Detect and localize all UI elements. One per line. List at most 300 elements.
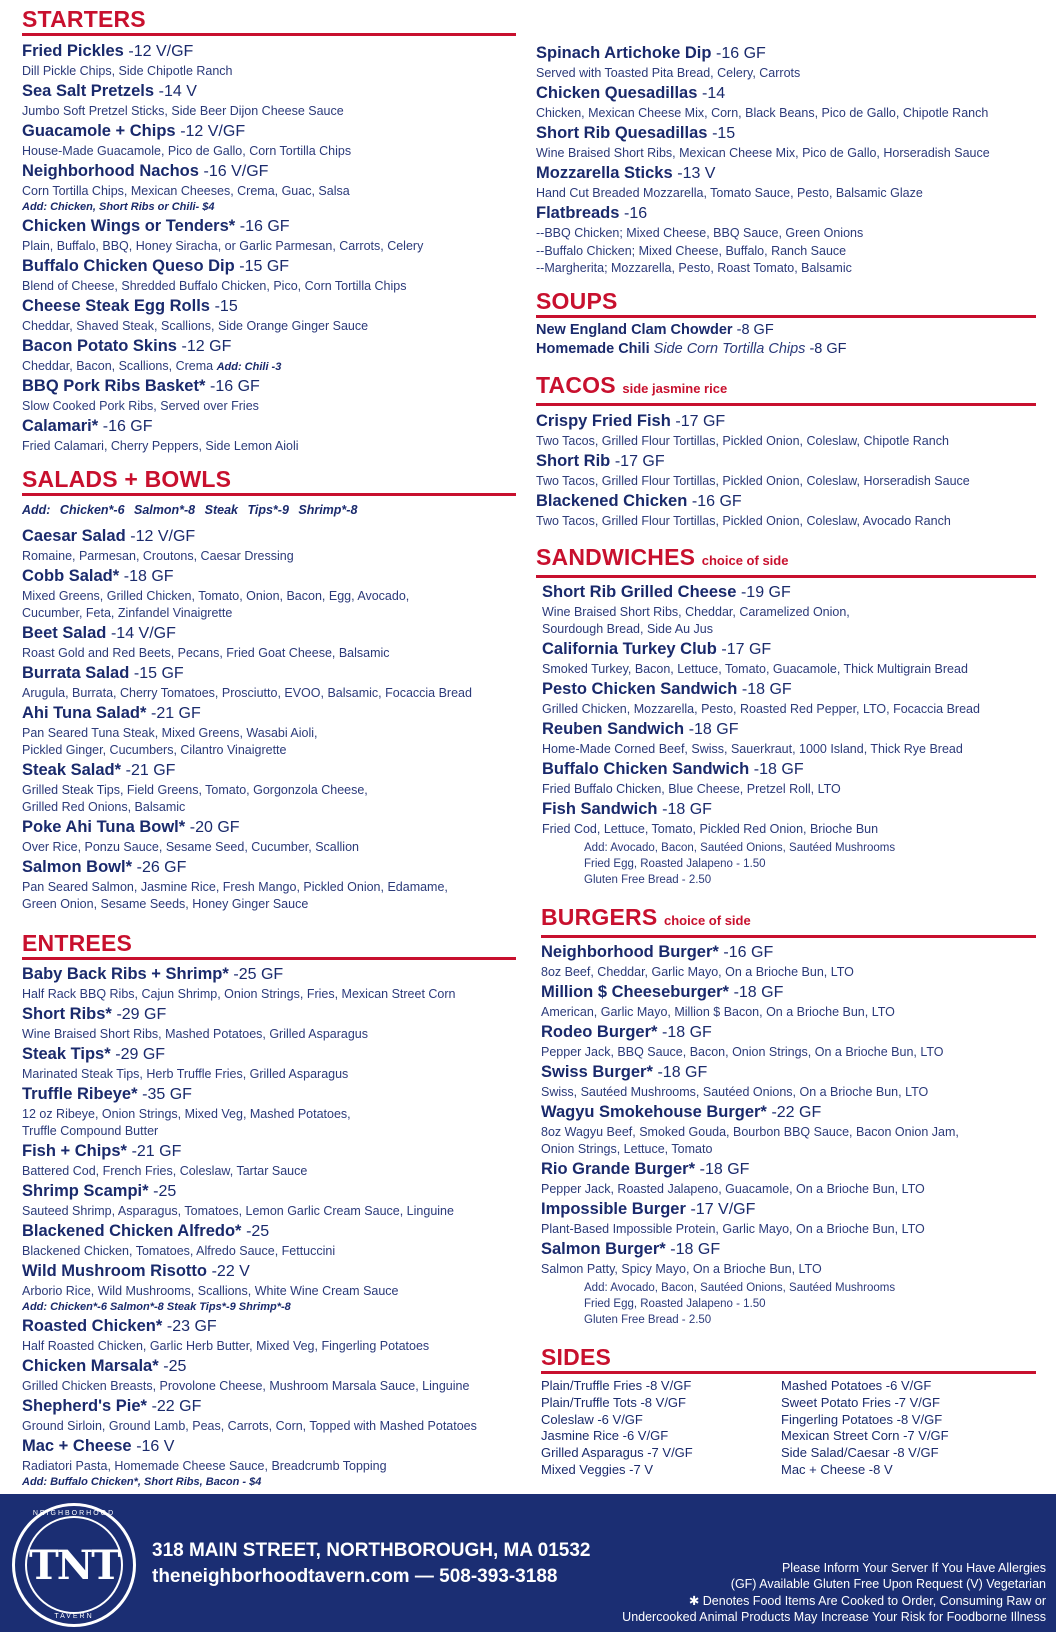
item-description-text: Slow Cooked Pork Ribs, Served over Fries: [22, 399, 259, 413]
item-description: [541, 1221, 1036, 1238]
contact-block: [152, 1538, 591, 1590]
item-header: [22, 856, 516, 879]
item-description-text: Wine Braised Short Ribs, Mexican Cheese Mix, Pico de Gallo, Horseradish Sauce: [536, 146, 990, 160]
item-header: [542, 678, 1036, 701]
item-description-text: Grilled Chicken, Mozzarella, Pesto, Roasted Red Pepper, LTO, Focaccia Bread: [542, 702, 980, 716]
item-description: [22, 1418, 516, 1435]
item-header: [22, 1043, 516, 1066]
tavern-logo: [12, 1503, 136, 1627]
item-description: [22, 1243, 516, 1260]
item-price: -17 GF: [675, 413, 726, 430]
item-price: -22 GF: [771, 1104, 822, 1121]
item-description: [542, 701, 1036, 718]
item-header: [22, 1220, 516, 1243]
menu-item: [22, 816, 516, 856]
item-name: Baby Back Ribs + Shrimp*: [22, 965, 229, 983]
item-description: [22, 782, 516, 799]
item-price: -16: [624, 205, 648, 222]
item-addon: Add: Chicken, Short Ribs or Chili- $4: [22, 201, 215, 213]
item-header: [22, 1315, 516, 1338]
item-description: [536, 145, 1036, 162]
menu-item: [22, 525, 516, 565]
item-price: -21 GF: [131, 1143, 182, 1160]
menu-item: [542, 798, 1036, 838]
item-description: [22, 183, 516, 200]
soup-price: -8 GF: [736, 322, 774, 338]
item-name: Chicken Wings or Tenders*: [22, 217, 236, 235]
item-description: [22, 1106, 516, 1123]
item-description: [22, 645, 516, 662]
item-header: [22, 295, 516, 318]
item-description: [22, 318, 516, 335]
item-header: [541, 1101, 1036, 1124]
item-price: -29 GF: [116, 1006, 167, 1023]
flatbread-option: --Margherita; Mozzarella, Pesto, Roast Tomato, Balsamic: [536, 261, 852, 275]
item-description-text: Pepper Jack, BBQ Sauce, Bacon, Onion Strings, On a Brioche Bun, LTO: [541, 1045, 944, 1059]
item-description-text: Salmon Patty, Spicy Mayo, On a Brioche Bun, LTO: [541, 1262, 822, 1276]
logo-ring-text: NEIGHBORHOOD: [32, 1510, 116, 1517]
item-description-text: Served with Toasted Pita Bread, Celery, Carrots: [536, 66, 801, 80]
item-description-text: House-Made Guacamole, Pico de Gallo, Corn Tortilla Chips: [22, 144, 352, 158]
section-title: [536, 544, 1036, 578]
menu-item: [22, 1260, 516, 1315]
item-price: -18 GF: [657, 1064, 708, 1081]
item-header: [541, 941, 1036, 964]
sandwiches-section: [536, 544, 1036, 888]
menu-item: [22, 80, 516, 120]
item-name: Guacamole + Chips: [22, 122, 176, 140]
sides-column-right: [781, 1378, 1021, 1479]
item-price: -14 V/GF: [110, 625, 176, 642]
menu-item: [22, 335, 516, 375]
section-title: [541, 904, 1036, 938]
item-description-text: Cheddar, Shaved Steak, Scallions, Side Orange Ginger Sauce: [22, 319, 369, 333]
soup-item: [536, 340, 1036, 359]
item-description-text: Two Tacos, Grilled Flour Tortillas, Pickled Onion, Coleslaw, Chipotle Ranch: [536, 434, 949, 448]
item-description-text: Plant-Based Impossible Protein, Garlic Mayo, On a Brioche Bun, LTO: [541, 1222, 925, 1236]
menu-item: [22, 1435, 516, 1490]
item-name: Poke Ahi Tuna Bowl*: [22, 818, 186, 836]
item-description: Sourdough Bread, Side Au Jus: [542, 622, 713, 636]
menu-item: [536, 122, 1036, 162]
item-price: -16 V: [136, 1438, 175, 1455]
item-header: [22, 1260, 516, 1283]
item-price: -16 GF: [239, 218, 290, 235]
item-price: -26 GF: [136, 859, 187, 876]
website-phone[interactable]: theneighborhoodtavern.com — 508-393-3188: [152, 1566, 558, 1587]
menu-item: [536, 450, 1036, 490]
menu-item: [22, 215, 516, 255]
item-price: -18 GF: [662, 801, 712, 818]
menu-item: [22, 662, 516, 702]
menu-item: [22, 1180, 516, 1220]
menu-list: [22, 960, 516, 1490]
item-header: [22, 1180, 516, 1203]
menu-item: [22, 622, 516, 662]
item-name: Chicken Quesadillas: [536, 84, 698, 102]
item-description-text: Wine Braised Short Ribs, Cheddar, Caramelized Onion,: [542, 605, 850, 619]
item-price: -18 GF: [741, 681, 792, 698]
item-header: [541, 1061, 1036, 1084]
item-header: [22, 1083, 516, 1106]
item-header: [22, 1355, 516, 1378]
address: 318 MAIN STREET, NORTHBOROUGH, MA 01532: [152, 1540, 591, 1561]
flatbread-option: --Buffalo Chicken; Mixed Cheese, Buffalo, Ranch Sauce: [536, 243, 847, 258]
menu-item: [22, 40, 516, 80]
addon-note: Gluten Free Bread - 2.50: [584, 874, 712, 886]
item-header: [541, 981, 1036, 1004]
item-description-text: Pepper Jack, Roasted Jalapeno, Guacamole, On a Brioche Bun, LTO: [541, 1182, 925, 1196]
item-description: Onion Strings, Lettuce, Tomato: [541, 1142, 713, 1156]
section-subtitle: choice of side: [701, 553, 789, 568]
item-price: -14: [702, 85, 726, 102]
addon-note: Fried Egg, Roasted Jalapeno - 1.50: [584, 858, 766, 870]
item-description: [22, 143, 516, 160]
soup-price: -8 GF: [809, 341, 847, 357]
item-header: [22, 255, 516, 278]
tacos-section: [536, 372, 1036, 530]
menu-item: [541, 1101, 1036, 1158]
menu-item: [536, 42, 1036, 82]
logo-letters: TNT: [28, 1541, 120, 1589]
item-header: [22, 415, 516, 438]
item-description-text: 8oz Beef, Cheddar, Garlic Mayo, On a Brioche Bun, LTO: [541, 965, 854, 979]
menu-item: [542, 758, 1036, 798]
menu-item: [22, 1220, 516, 1260]
menu-item: [541, 1198, 1036, 1238]
section-title: ENTREES: [22, 930, 516, 960]
item-header: [22, 622, 516, 645]
item-description-text: Home-Made Corned Beef, Swiss, Sauerkraut, 1000 Island, Thick Rye Bread: [542, 742, 963, 756]
item-header: [536, 490, 1036, 513]
item-description-text: 12 oz Ribeye, Onion Strings, Mixed Veg, Mashed Potatoes,: [22, 1107, 351, 1121]
item-price: -17 GF: [614, 453, 665, 470]
item-description: [542, 781, 1036, 798]
side-item: Coleslaw -6 V/GF: [541, 1411, 643, 1427]
item-description: [541, 1124, 1036, 1141]
item-price: -25: [153, 1183, 177, 1200]
item-description: [536, 185, 1036, 202]
side-item: Plain/Truffle Tots -8 V/GF: [541, 1394, 686, 1410]
item-header: [22, 759, 516, 782]
item-header: [22, 816, 516, 839]
item-description: [541, 1004, 1036, 1021]
item-price: -16 GF: [210, 378, 260, 395]
item-name: Short Ribs*: [22, 1005, 112, 1023]
item-description-text: Plain, Buffalo, BBQ, Honey Siracha, or Garlic Parmesan, Carrots, Celery: [22, 239, 424, 253]
item-description: [22, 238, 516, 255]
menu-item: [541, 1061, 1036, 1101]
item-price: -17 V/GF: [690, 1201, 756, 1218]
menu-item: [541, 1021, 1036, 1061]
item-name: Short Rib: [536, 452, 611, 470]
menu-item: [541, 1158, 1036, 1198]
side-item: Plain/Truffle Fries -8 V/GF: [541, 1378, 692, 1393]
item-header: [22, 662, 516, 685]
section-title-text: BURGERS: [541, 904, 658, 930]
menu-item: [22, 295, 516, 335]
flatbreads-item: [536, 202, 1036, 278]
item-description-text: Cheddar, Bacon, Scallions, Crema: [22, 359, 214, 373]
legal-line: (GF) Available Gluten Free Upon Request (V) Vegetarian: [730, 1577, 1046, 1592]
menu-list: [536, 406, 1036, 530]
item-price: -14 V: [158, 83, 197, 100]
menu-item: [22, 1315, 516, 1355]
item-header: [542, 718, 1036, 741]
item-description: Pickled Ginger, Cucumbers, Cilantro Vinaigrette: [22, 743, 287, 757]
menu-item: [542, 678, 1036, 718]
item-description: [541, 1044, 1036, 1061]
item-description-text: American, Garlic Mayo, Million $ Bacon, On a Brioche Bun, LTO: [541, 1005, 895, 1019]
item-description-text: Blend of Cheese, Shredded Buffalo Chicken, Pico, Corn Tortilla Chips: [22, 279, 407, 293]
item-description: [22, 685, 516, 702]
item-description-text: Two Tacos, Grilled Flour Tortillas, Pickled Onion, Coleslaw, Horseradish Sauce: [536, 474, 970, 488]
menu-item: [541, 941, 1036, 981]
addon-note: Gluten Free Bread - 2.50: [584, 1314, 712, 1326]
item-price: -22 V: [211, 1263, 250, 1280]
menu-item: [22, 1083, 516, 1140]
item-description-text: Half Roasted Chicken, Garlic Herb Butter, Mixed Veg, Fingerling Potatoes: [22, 1339, 430, 1353]
item-name: Mac + Cheese: [22, 1437, 132, 1455]
item-price: -12 V/GF: [128, 43, 194, 60]
item-header: [536, 42, 1036, 65]
item-description-text: Dill Pickle Chips, Side Chipotle Ranch: [22, 64, 233, 78]
item-description-text: Marinated Steak Tips, Herb Truffle Fries, Grilled Asparagus: [22, 1067, 349, 1081]
item-name: Short Rib Grilled Cheese: [542, 583, 737, 601]
section-title-text: SANDWICHES: [536, 544, 696, 570]
item-header: [536, 410, 1036, 433]
item-description: [22, 1203, 516, 1220]
item-price: -18 GF: [699, 1161, 750, 1178]
item-description-text: Pan Seared Salmon, Jasmine Rice, Fresh Mango, Pickled Onion, Edamame,: [22, 880, 448, 894]
item-description-text: Grilled Chicken Breasts, Provolone Cheese, Mushroom Marsala Sauce, Linguine: [22, 1379, 470, 1393]
item-header: [542, 638, 1036, 661]
item-name: Swiss Burger*: [541, 1063, 653, 1081]
item-price: -18 GF: [123, 568, 174, 585]
menu-item: [542, 718, 1036, 758]
item-description: [22, 438, 516, 455]
item-name: Truffle Ribeye*: [22, 1085, 138, 1103]
item-description: [542, 821, 1036, 838]
item-header: [22, 1435, 516, 1458]
item-name: Buffalo Chicken Queso Dip: [22, 257, 235, 275]
menu-item: [536, 410, 1036, 450]
item-header: [22, 335, 516, 358]
menu-item: [22, 963, 516, 1003]
menu-list: [22, 36, 516, 455]
legal-line: Please Inform Your Server If You Have Allergies: [781, 1561, 1046, 1575]
section-title: SALADS + BOWLS: [22, 466, 516, 496]
addon-note: Add: Chicken*-6 Salmon*-8 Steak Tips*-9 Shrimp*-8: [22, 503, 358, 517]
item-description: [536, 513, 1036, 530]
item-description-text: Corn Tortilla Chips, Mexican Cheeses, Crema, Guac, Salsa: [22, 184, 350, 198]
section-title: [536, 372, 1036, 406]
item-name: Fish + Chips*: [22, 1142, 127, 1160]
item-price: -23 GF: [166, 1318, 217, 1335]
item-price: -21 GF: [150, 705, 201, 722]
item-price: -16 V/GF: [203, 163, 269, 180]
item-description: [22, 398, 516, 415]
item-description-text: Fried Buffalo Chicken, Blue Cheese, Pretzel Roll, LTO: [542, 782, 841, 796]
item-price: -18 GF: [662, 1024, 712, 1041]
item-price: -15 GF: [239, 258, 290, 275]
item-name: Bacon Potato Skins: [22, 337, 177, 355]
allergy-notice: [622, 1560, 1046, 1626]
legal-line: Undercooked Animal Products May Increase Your Risk for Foodborne Illness: [622, 1610, 1046, 1625]
side-item: Fingerling Potatoes -8 V/GF: [781, 1411, 943, 1427]
item-price: -12 GF: [181, 338, 232, 355]
soups-section: [536, 288, 1036, 359]
item-name: Flatbreads: [536, 204, 620, 222]
item-description: [542, 741, 1036, 758]
item-description: [536, 473, 1036, 490]
item-description: [542, 661, 1036, 678]
item-header: [542, 581, 1036, 604]
item-description-text: Two Tacos, Grilled Flour Tortillas, Pickled Onion, Coleslaw, Avocado Ranch: [536, 514, 951, 528]
section-subtitle: choice of side: [664, 913, 751, 928]
item-description: [536, 433, 1036, 450]
section-title-text: TACOS: [536, 372, 616, 398]
item-header: [22, 375, 516, 398]
item-name: Rio Grande Burger*: [541, 1160, 696, 1178]
menu-item: [22, 1140, 516, 1180]
item-price: -16 GF: [716, 45, 766, 62]
menu-item: [541, 981, 1036, 1021]
item-price: -16 GF: [723, 944, 774, 961]
starters-continued: [536, 42, 1036, 278]
item-header: [22, 80, 516, 103]
menu-item: [22, 759, 516, 816]
soup-side: Side Corn Tortilla Chips: [653, 341, 806, 357]
item-name: BBQ Pork Ribs Basket*: [22, 377, 206, 395]
item-price: -12 V/GF: [180, 123, 246, 140]
item-name: Caesar Salad: [22, 527, 126, 545]
item-name: Burrata Salad: [22, 664, 130, 682]
item-description-text: Roast Gold and Red Beets, Pecans, Fried Goat Cheese, Balsamic: [22, 646, 390, 660]
item-name: Chicken Marsala*: [22, 1357, 159, 1375]
item-description: [22, 548, 516, 565]
item-header: [536, 450, 1036, 473]
item-addon: Add: Chicken*-6 Salmon*-8 Steak Tips*-9 Shrimp*-8: [22, 1301, 291, 1313]
item-name: Salmon Bowl*: [22, 858, 133, 876]
menu-item: [536, 82, 1036, 122]
item-description-text: Wine Braised Short Ribs, Mashed Potatoes, Grilled Asparagus: [22, 1027, 369, 1041]
menu-item: [22, 1395, 516, 1435]
item-description-text: Battered Cod, French Fries, Coleslaw, Tartar Sauce: [22, 1164, 308, 1178]
item-description: [541, 1181, 1036, 1198]
item-name: Cobb Salad*: [22, 567, 120, 585]
item-name: Steak Salad*: [22, 761, 122, 779]
item-price: -15: [214, 298, 238, 315]
item-name: Cheese Steak Egg Rolls: [22, 297, 210, 315]
item-header: [541, 1158, 1036, 1181]
item-description: Green Onion, Sesame Seeds, Honey Ginger Sauce: [22, 897, 309, 911]
item-description: [541, 1261, 1036, 1278]
item-name: Reuben Sandwich: [542, 720, 685, 738]
item-description: [22, 1458, 516, 1475]
flatbread-option: --BBQ Chicken; Mixed Cheese, BBQ Sauce, Green Onions: [536, 226, 864, 240]
salads-section: [22, 466, 516, 913]
item-name: California Turkey Club: [542, 640, 717, 658]
item-header: [541, 1021, 1036, 1044]
item-description-text: Mixed Greens, Grilled Chicken, Tomato, Onion, Bacon, Egg, Avocado,: [22, 589, 410, 603]
menu-item: [22, 1043, 516, 1083]
item-price: -18 GF: [733, 984, 784, 1001]
side-item: Sweet Potato Fries -7 V/GF: [781, 1394, 940, 1410]
item-name: Calamari*: [22, 417, 99, 435]
entrees-section: [22, 930, 516, 1490]
item-name: Neighborhood Burger*: [541, 943, 719, 961]
item-description: [22, 879, 516, 896]
item-addon: Add: Chili -3: [216, 361, 282, 373]
section-subtitle: side jasmine rice: [622, 381, 728, 396]
item-description: [22, 1026, 516, 1043]
item-description: [22, 358, 516, 375]
item-price: -35 GF: [142, 1086, 192, 1103]
item-description-text: Radiatori Pasta, Homemade Cheese Sauce, Breadcrumb Topping: [22, 1459, 387, 1473]
addon-note: Add: Avocado, Bacon, Sautéed Onions, Sautéed Mushrooms: [584, 842, 896, 854]
item-price: -25: [246, 1223, 270, 1240]
item-description-text: Grilled Steak Tips, Field Greens, Tomato, Gorgonzola Cheese,: [22, 783, 368, 797]
menu-item: [542, 638, 1036, 678]
item-description-text: 8oz Wagyu Beef, Smoked Gouda, Bourbon BBQ Sauce, Bacon Onion Jam,: [541, 1125, 959, 1139]
side-item: Side Salad/Caesar -8 V/GF: [781, 1445, 939, 1461]
item-description: Truffle Compound Butter: [22, 1124, 159, 1138]
menu-list: [536, 42, 1036, 202]
item-description: [536, 65, 1036, 82]
item-description: [541, 964, 1036, 981]
addon-notes: [536, 838, 1036, 888]
item-price: -18 GF: [753, 761, 804, 778]
item-description-text: Jumbo Soft Pretzel Sticks, Side Beer Dijon Cheese Sauce: [22, 104, 344, 118]
item-description-text: Ground Sirloin, Ground Lamb, Peas, Carrots, Corn, Topped with Mashed Potatoes: [22, 1419, 477, 1433]
item-header: [22, 702, 516, 725]
sides-column-left: [541, 1378, 781, 1479]
item-price: -16 GF: [691, 493, 742, 510]
section-title: STARTERS: [22, 6, 516, 36]
item-description: [22, 588, 516, 605]
menu-item: [22, 702, 516, 759]
item-description-text: Sauteed Shrimp, Asparagus, Tomatoes, Lemon Garlic Cream Sauce, Linguine: [22, 1204, 454, 1218]
item-name: Sea Salt Pretzels: [22, 82, 155, 100]
item-header: [541, 1198, 1036, 1221]
item-price: -18 GF: [688, 721, 739, 738]
menu-item: [542, 581, 1036, 638]
item-name: Pesto Chicken Sandwich: [542, 680, 738, 698]
side-item: Jasmine Rice -6 V/GF: [541, 1428, 669, 1444]
item-name: Fish Sandwich: [542, 800, 658, 818]
item-header: [22, 963, 516, 986]
item-header: [22, 1140, 516, 1163]
item-addon: Add: Buffalo Chicken*, Short Ribs, Bacon - $4: [22, 1476, 262, 1488]
soup-name: New England Clam Chowder: [536, 322, 733, 338]
item-name: Roasted Chicken*: [22, 1317, 163, 1335]
item-description-text: Over Rice, Ponzu Sauce, Sesame Seed, Cucumber, Scallion: [22, 840, 359, 854]
item-name: Neighborhood Nachos: [22, 162, 199, 180]
item-name: Blackened Chicken Alfredo*: [22, 1222, 242, 1240]
item-name: Blackened Chicken: [536, 492, 688, 510]
menu-list: [22, 525, 516, 913]
item-description-text: Fried Cod, Lettuce, Tomato, Pickled Red Onion, Brioche Bun: [542, 822, 879, 836]
item-price: -15 GF: [133, 665, 184, 682]
item-description: [536, 105, 1036, 122]
menu-item: [22, 1003, 516, 1043]
item-price: -15: [712, 125, 736, 142]
menu-item: [22, 856, 516, 913]
item-price: -19 GF: [740, 584, 791, 601]
addon-note: Add: Avocado, Bacon, Sautéed Onions, Sautéed Mushrooms: [584, 1282, 896, 1294]
item-header: [536, 122, 1036, 145]
